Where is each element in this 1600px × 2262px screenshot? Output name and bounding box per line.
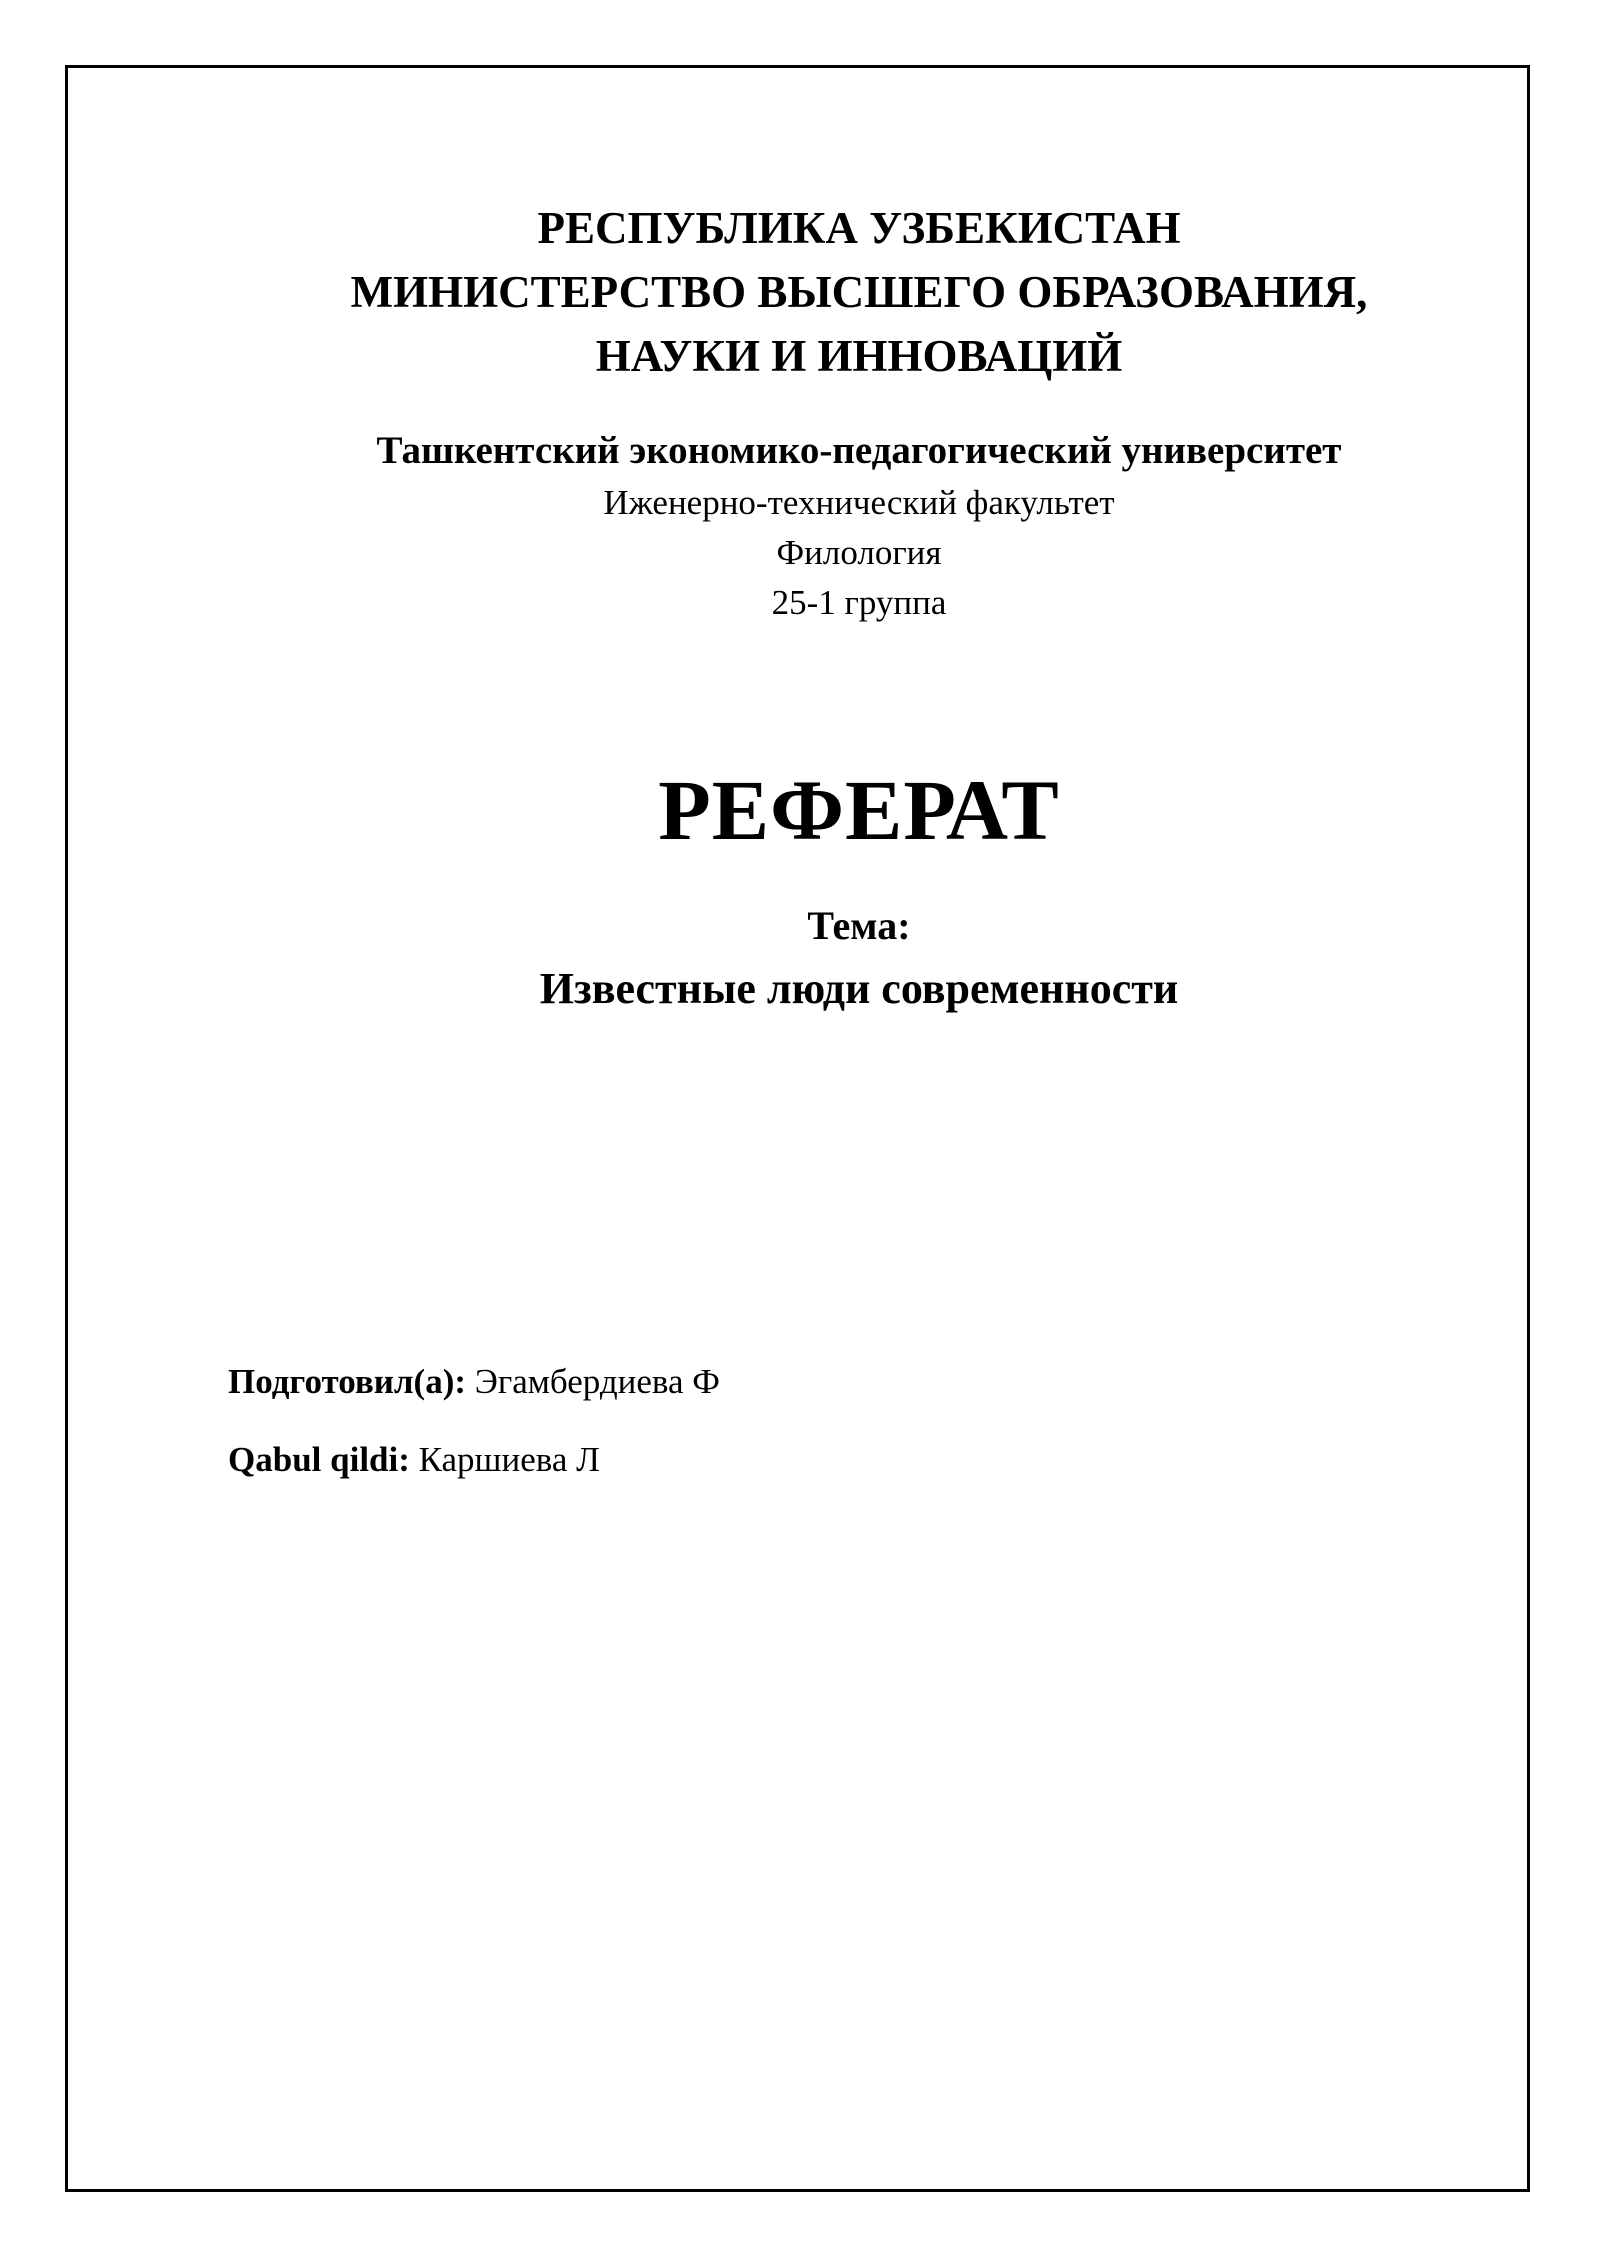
faculty-name: Иженерно-технический факультет [603,483,1115,522]
ministry-line: МИНИСТЕРСТВО ВЫСШЕГО ОБРАЗОВАНИЯ, [350,267,1368,317]
topic-label: Тема: [807,903,911,948]
ministry-line-2: НАУКИ И ИННОВАЦИЙ [595,331,1123,381]
topic-title: Известные люди современности [539,964,1179,1013]
accepted-by-label: Qabul qildi: [228,1440,410,1479]
document-title: РЕФЕРАТ [658,762,1060,858]
prepared-by-line [228,1358,720,1406]
prepared-by-name: Эгамбердиева Ф [474,1362,720,1401]
university-name: Ташкентский экономико-педагогический университет [376,429,1342,472]
accepted-by-line [228,1436,600,1484]
prepared-by-label: Подготовил(а): [228,1362,467,1401]
group-name: 25-1 группа [771,583,947,622]
accepted-by-name: Каршиева Л [418,1440,600,1479]
country-line: РЕСПУБЛИКА УЗБЕКИСТАН [537,203,1181,253]
specialty-name: Филология [776,533,942,572]
ministry-header [68,196,1600,388]
